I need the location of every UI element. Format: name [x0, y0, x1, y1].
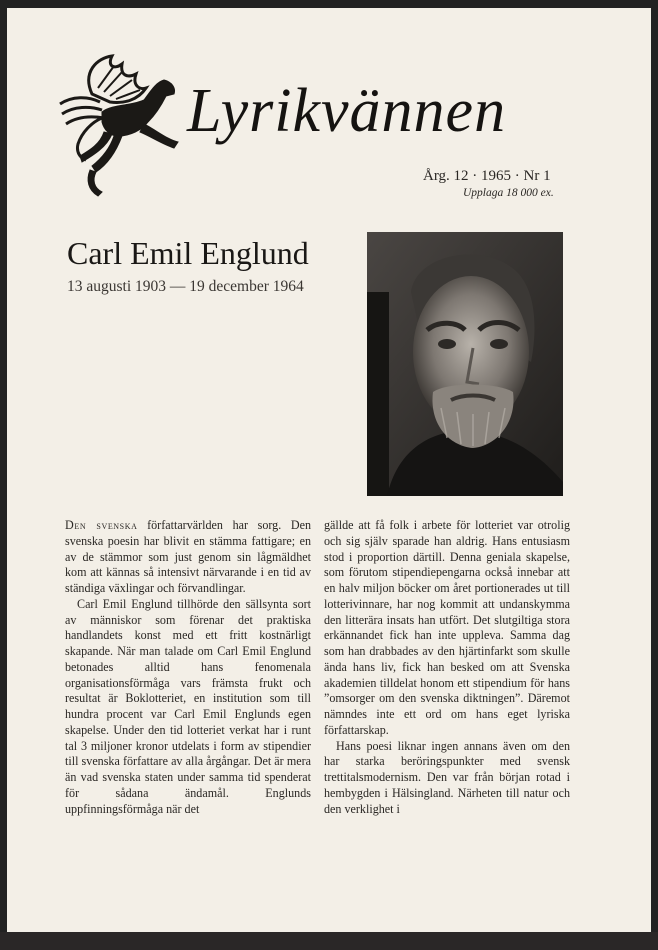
issue-info: Årg. 12 · 1965 · Nr 1 — [423, 168, 551, 184]
masthead-title: Lyrikvännen — [187, 77, 507, 145]
paragraph: Hans poesi liknar ingen annans även om den har starka beröringspunkter med svensk trettitalsmodernism. Den var från början rotad i hembygden i Hälsingland. Närheten till natur och den verklighet i — [324, 738, 570, 816]
portrait-photo — [367, 232, 563, 496]
scan-frame — [0, 932, 658, 950]
magazine-page — [7, 8, 651, 932]
article-headline: Carl Emil Englund — [67, 235, 309, 271]
article-column-2 — [324, 518, 570, 817]
lead-caps: Den svenska — [65, 518, 138, 532]
pegasus-icon — [52, 52, 182, 202]
paragraph-text: författarvärlden har sorg. Den svenska poesin har blivit en stämma fattigare; en av de stämmor som just genom sin lågmäldhet kom att kännas så intensivt närvarande i en tid av ständiga växlingar och förvandlingar. — [65, 518, 311, 595]
paragraph: Carl Emil Englund tillhörde den sällsynta sort av människor som förenar det praktiska handlandets konst med ett fritt kostnärligt skapande. När man talade om Carl Emil Englund betonades alltid hans fenomenala organisationsförmåga vars främsta frukt och resultat är Boklotteriet, en institution som till hundra procent var Carl Emil Englunds egen skapelse. Under den tid lotteriet verkat har i runt tal 3 miljoner kronor utdelats i form av stipendier till svenska författare av alla årgångar. Det är mera än vad svenska staten under samma tid spenderat för sådana ändamål. Englunds uppfinningsförmåga när det — [65, 596, 311, 816]
article-column-1 — [65, 518, 311, 817]
paragraph — [65, 518, 311, 597]
article-dates: 13 augusti 1903 — 19 december 1964 — [67, 278, 304, 295]
paragraph: gällde att få folk i arbete för lotteriet var otrolig och sig själv sparade han aldrig. Hans entusiasm stod i proportion därtill. Denna geniala skapelse, som förutom stipendiepengarna också innebar att en halv miljon böcker om året portionerades ut till lotterivinnare, har nog kommit att undanskymma den litterära insats han utfört. Det slutgiltiga stora erkännandet fick han inte uppleva. Samma dag som han drabbades av den hjärtinfarkt som skulle ända hans liv, fick han besked om att Svenska akademien tilldelat honom ett stipendium för hans ”omsorger om den svenska diktningen”. Däremot nämndes inte ett ord om hans eget lyriska författarskap. — [324, 518, 570, 737]
print-run: Upplaga 18 000 ex. — [463, 187, 554, 199]
